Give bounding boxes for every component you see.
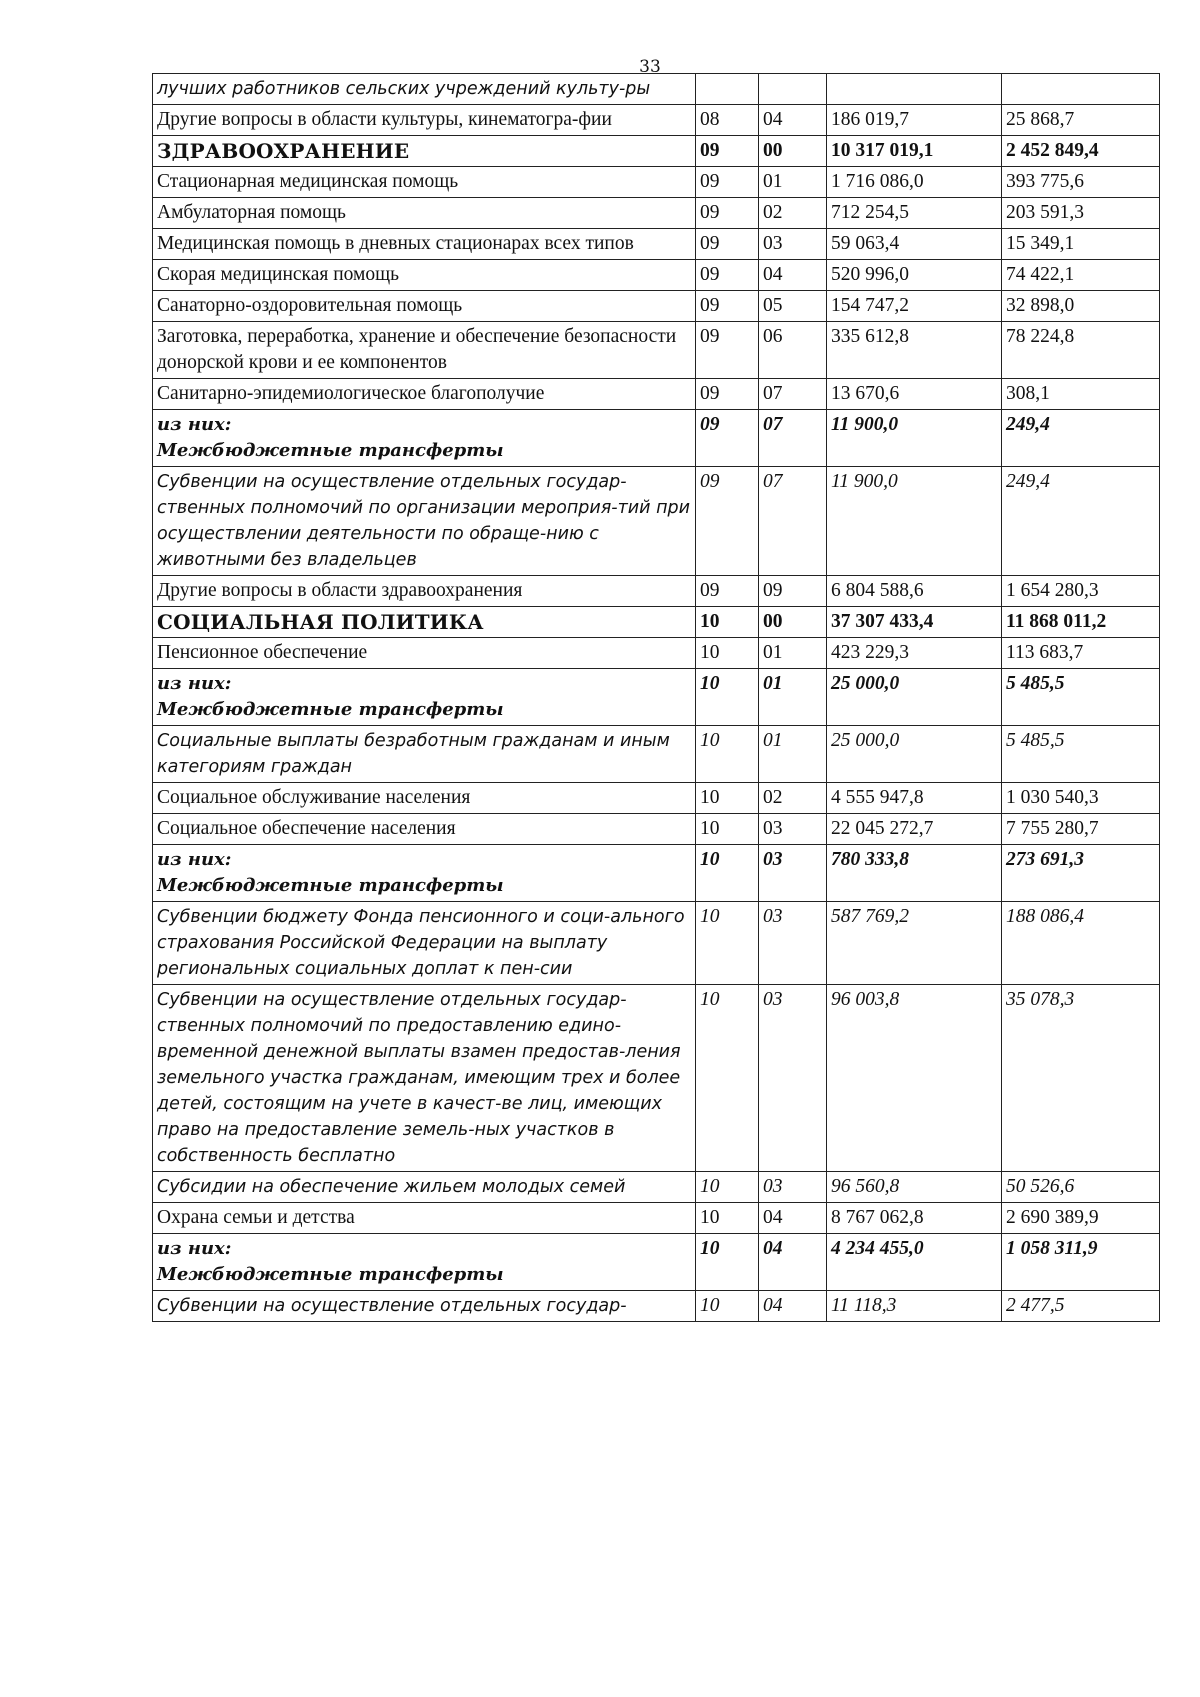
row-name-cell: Социальное обслуживание населения — [153, 783, 696, 814]
row-name-cell: Медицинская помощь в дневных стационарах всех типов — [153, 229, 696, 260]
section-code-cell: 09 — [696, 136, 759, 167]
row-name-cell: Заготовка, переработка, хранение и обеспечение безопасности донорской крови и ее компонентов — [153, 322, 696, 379]
amount-plan-cell: 96 003,8 — [827, 985, 1002, 1172]
row-name-cell: Санаторно-оздоровительная помощь — [153, 291, 696, 322]
amount-plan-cell: 154 747,2 — [827, 291, 1002, 322]
table-row — [153, 576, 1160, 607]
table-row — [153, 379, 1160, 410]
subsection-code-cell: 03 — [759, 229, 827, 260]
row-name-cell: Скорая медицинская помощь — [153, 260, 696, 291]
subsection-code-cell: 03 — [759, 1172, 827, 1203]
subsection-code-cell: 03 — [759, 902, 827, 985]
budget-table-body — [153, 74, 1160, 1322]
amount-plan-cell: 11 118,3 — [827, 1291, 1002, 1322]
row-name-cell: лучших работников сельских учреждений культу-ры — [153, 74, 696, 105]
table-row — [153, 1291, 1160, 1322]
amount-actual-cell: 2 452 849,4 — [1002, 136, 1160, 167]
table-transfer-row — [153, 1234, 1160, 1291]
amount-actual-cell: 249,4 — [1002, 467, 1160, 576]
subsection-code-cell: 02 — [759, 198, 827, 229]
subsection-code-cell: 04 — [759, 1234, 827, 1291]
row-name-cell: СОЦИАЛЬНАЯ ПОЛИТИКА — [153, 607, 696, 638]
subsection-code-cell: 01 — [759, 726, 827, 783]
table-row — [153, 260, 1160, 291]
section-code-cell: 10 — [696, 783, 759, 814]
section-code-cell: 09 — [696, 198, 759, 229]
section-code-cell: 10 — [696, 1291, 759, 1322]
section-code-cell: 09 — [696, 167, 759, 198]
amount-plan-cell: 587 769,2 — [827, 902, 1002, 985]
subsection-code-cell: 06 — [759, 322, 827, 379]
row-name-cell — [153, 669, 696, 726]
table-row — [153, 167, 1160, 198]
transfer-label: Межбюджетные трансферты — [157, 875, 504, 896]
amount-actual-cell: 113 683,7 — [1002, 638, 1160, 669]
section-code-cell: 10 — [696, 638, 759, 669]
amount-plan-cell: 11 900,0 — [827, 410, 1002, 467]
subsection-code-cell: 01 — [759, 167, 827, 198]
amount-actual-cell: 5 485,5 — [1002, 726, 1160, 783]
section-code-cell: 09 — [696, 260, 759, 291]
section-code-cell: 10 — [696, 1234, 759, 1291]
amount-actual-cell: 203 591,3 — [1002, 198, 1160, 229]
amount-plan-cell: 4 234 455,0 — [827, 1234, 1002, 1291]
row-name-cell: Социальное обеспечение населения — [153, 814, 696, 845]
section-code-cell: 09 — [696, 467, 759, 576]
row-name-cell: ЗДРАВООХРАНЕНИЕ — [153, 136, 696, 167]
table-row — [153, 1172, 1160, 1203]
subsection-code-cell: 03 — [759, 845, 827, 902]
amount-plan-cell: 520 996,0 — [827, 260, 1002, 291]
amount-plan-cell: 780 333,8 — [827, 845, 1002, 902]
subtotal-label: из них: — [157, 414, 232, 435]
subsection-code-cell: 02 — [759, 783, 827, 814]
transfer-label: Межбюджетные трансферты — [157, 440, 504, 461]
amount-actual-cell: 11 868 011,2 — [1002, 607, 1160, 638]
amount-plan-cell — [827, 74, 1002, 105]
table-transfer-row — [153, 410, 1160, 467]
amount-plan-cell: 8 767 062,8 — [827, 1203, 1002, 1234]
table-row — [153, 291, 1160, 322]
row-name-cell: Субсидии на обеспечение жильем молодых семей — [153, 1172, 696, 1203]
section-code-cell: 09 — [696, 322, 759, 379]
table-row — [153, 322, 1160, 379]
table-row — [153, 985, 1160, 1172]
amount-actual-cell: 249,4 — [1002, 410, 1160, 467]
amount-actual-cell: 2 690 389,9 — [1002, 1203, 1160, 1234]
subsection-code-cell: 04 — [759, 260, 827, 291]
row-name-cell: Субвенции на осуществление отдельных государ-ственных полномочий по организации мероприя-тий при осуществлении деятельности по обраще-нию с животными без владельцев — [153, 467, 696, 576]
amount-actual-cell: 35 078,3 — [1002, 985, 1160, 1172]
section-code-cell: 10 — [696, 845, 759, 902]
row-name-cell: Другие вопросы в области здравоохранения — [153, 576, 696, 607]
section-code-cell: 09 — [696, 291, 759, 322]
amount-plan-cell: 712 254,5 — [827, 198, 1002, 229]
amount-plan-cell: 1 716 086,0 — [827, 167, 1002, 198]
table-transfer-row — [153, 845, 1160, 902]
row-name-cell: Субвенции бюджету Фонда пенсионного и соци-ального страхования Российской Федерации на выплату региональных социальных доплат к пен-сии — [153, 902, 696, 985]
amount-actual-cell: 188 086,4 — [1002, 902, 1160, 985]
amount-actual-cell: 78 224,8 — [1002, 322, 1160, 379]
subsection-code-cell: 00 — [759, 607, 827, 638]
amount-plan-cell: 423 229,3 — [827, 638, 1002, 669]
amount-plan-cell: 335 612,8 — [827, 322, 1002, 379]
amount-plan-cell: 25 000,0 — [827, 669, 1002, 726]
table-row — [153, 74, 1160, 105]
section-code-cell: 10 — [696, 985, 759, 1172]
section-code-cell: 10 — [696, 1203, 759, 1234]
amount-actual-cell: 308,1 — [1002, 379, 1160, 410]
amount-plan-cell: 25 000,0 — [827, 726, 1002, 783]
section-code-cell: 08 — [696, 105, 759, 136]
table-row — [153, 467, 1160, 576]
amount-plan-cell: 6 804 588,6 — [827, 576, 1002, 607]
amount-actual-cell: 74 422,1 — [1002, 260, 1160, 291]
subsection-code-cell: 04 — [759, 1291, 827, 1322]
row-name-cell: Пенсионное обеспечение — [153, 638, 696, 669]
amount-actual-cell: 50 526,6 — [1002, 1172, 1160, 1203]
amount-actual-cell: 1 058 311,9 — [1002, 1234, 1160, 1291]
table-row — [153, 638, 1160, 669]
table-row — [153, 783, 1160, 814]
subsection-code-cell: 07 — [759, 410, 827, 467]
amount-plan-cell: 37 307 433,4 — [827, 607, 1002, 638]
amount-plan-cell: 4 555 947,8 — [827, 783, 1002, 814]
amount-actual-cell: 1 654 280,3 — [1002, 576, 1160, 607]
amount-plan-cell: 11 900,0 — [827, 467, 1002, 576]
table-row — [153, 726, 1160, 783]
subsection-code-cell: 01 — [759, 638, 827, 669]
amount-actual-cell: 32 898,0 — [1002, 291, 1160, 322]
row-name-cell: Субвенции на осуществление отдельных государ- — [153, 1291, 696, 1322]
row-name-cell: Другие вопросы в области культуры, кинематогра-фии — [153, 105, 696, 136]
subsection-code-cell: 07 — [759, 467, 827, 576]
budget-table — [152, 73, 1160, 1322]
amount-plan-cell: 22 045 272,7 — [827, 814, 1002, 845]
row-name-cell — [153, 1234, 696, 1291]
amount-plan-cell: 59 063,4 — [827, 229, 1002, 260]
section-code-cell: 09 — [696, 576, 759, 607]
amount-actual-cell: 1 030 540,3 — [1002, 783, 1160, 814]
subsection-code-cell: 05 — [759, 291, 827, 322]
table-row — [153, 814, 1160, 845]
section-code-cell: 10 — [696, 1172, 759, 1203]
subsection-code-cell: 01 — [759, 669, 827, 726]
table-row — [153, 229, 1160, 260]
subsection-code-cell: 09 — [759, 576, 827, 607]
amount-actual-cell: 2 477,5 — [1002, 1291, 1160, 1322]
section-code-cell: 10 — [696, 814, 759, 845]
section-code-cell: 09 — [696, 410, 759, 467]
subsection-code-cell: 07 — [759, 379, 827, 410]
section-code-cell: 09 — [696, 229, 759, 260]
amount-plan-cell: 13 670,6 — [827, 379, 1002, 410]
row-name-cell: Социальные выплаты безработным гражданам и иным категориям граждан — [153, 726, 696, 783]
amount-plan-cell: 186 019,7 — [827, 105, 1002, 136]
section-code-cell: 09 — [696, 379, 759, 410]
row-name-cell: Субвенции на осуществление отдельных государ-ственных полномочий по предоставлению едино-временной денежной выплаты взамен предостав-ления земельного участка гражданам, имеющим трех и более детей, состоящим на учете в качест-ве лиц, имеющих право на предоставление земель-ных участков в собственность бесплатно — [153, 985, 696, 1172]
section-code-cell: 10 — [696, 607, 759, 638]
subtotal-label: из них: — [157, 673, 232, 694]
amount-actual-cell: 15 349,1 — [1002, 229, 1160, 260]
subsection-code-cell: 00 — [759, 136, 827, 167]
row-name-cell: Стационарная медицинская помощь — [153, 167, 696, 198]
subsection-code-cell: 04 — [759, 1203, 827, 1234]
amount-plan-cell: 10 317 019,1 — [827, 136, 1002, 167]
transfer-label: Межбюджетные трансферты — [157, 1264, 504, 1285]
subtotal-label: из них: — [157, 1238, 232, 1259]
amount-actual-cell: 7 755 280,7 — [1002, 814, 1160, 845]
table-transfer-row — [153, 669, 1160, 726]
table-row — [153, 902, 1160, 985]
section-code-cell — [696, 74, 759, 105]
subtotal-label: из них: — [157, 849, 232, 870]
amount-plan-cell: 96 560,8 — [827, 1172, 1002, 1203]
row-name-cell — [153, 410, 696, 467]
row-name-cell: Охрана семьи и детства — [153, 1203, 696, 1234]
row-name-cell — [153, 845, 696, 902]
transfer-label: Межбюджетные трансферты — [157, 699, 504, 720]
row-name-cell: Санитарно-эпидемиологическое благополучие — [153, 379, 696, 410]
table-section-row — [153, 136, 1160, 167]
section-code-cell: 10 — [696, 726, 759, 783]
subsection-code-cell: 03 — [759, 814, 827, 845]
table-row — [153, 1203, 1160, 1234]
subsection-code-cell — [759, 74, 827, 105]
subsection-code-cell: 04 — [759, 105, 827, 136]
amount-actual-cell: 25 868,7 — [1002, 105, 1160, 136]
subsection-code-cell: 03 — [759, 985, 827, 1172]
amount-actual-cell: 273 691,3 — [1002, 845, 1160, 902]
section-code-cell: 10 — [696, 669, 759, 726]
table-row — [153, 105, 1160, 136]
amount-actual-cell — [1002, 74, 1160, 105]
section-code-cell: 10 — [696, 902, 759, 985]
page-number: 33 — [639, 57, 661, 77]
amount-actual-cell: 393 775,6 — [1002, 167, 1160, 198]
table-row — [153, 198, 1160, 229]
table-section-row — [153, 607, 1160, 638]
amount-actual-cell: 5 485,5 — [1002, 669, 1160, 726]
row-name-cell: Амбулаторная помощь — [153, 198, 696, 229]
